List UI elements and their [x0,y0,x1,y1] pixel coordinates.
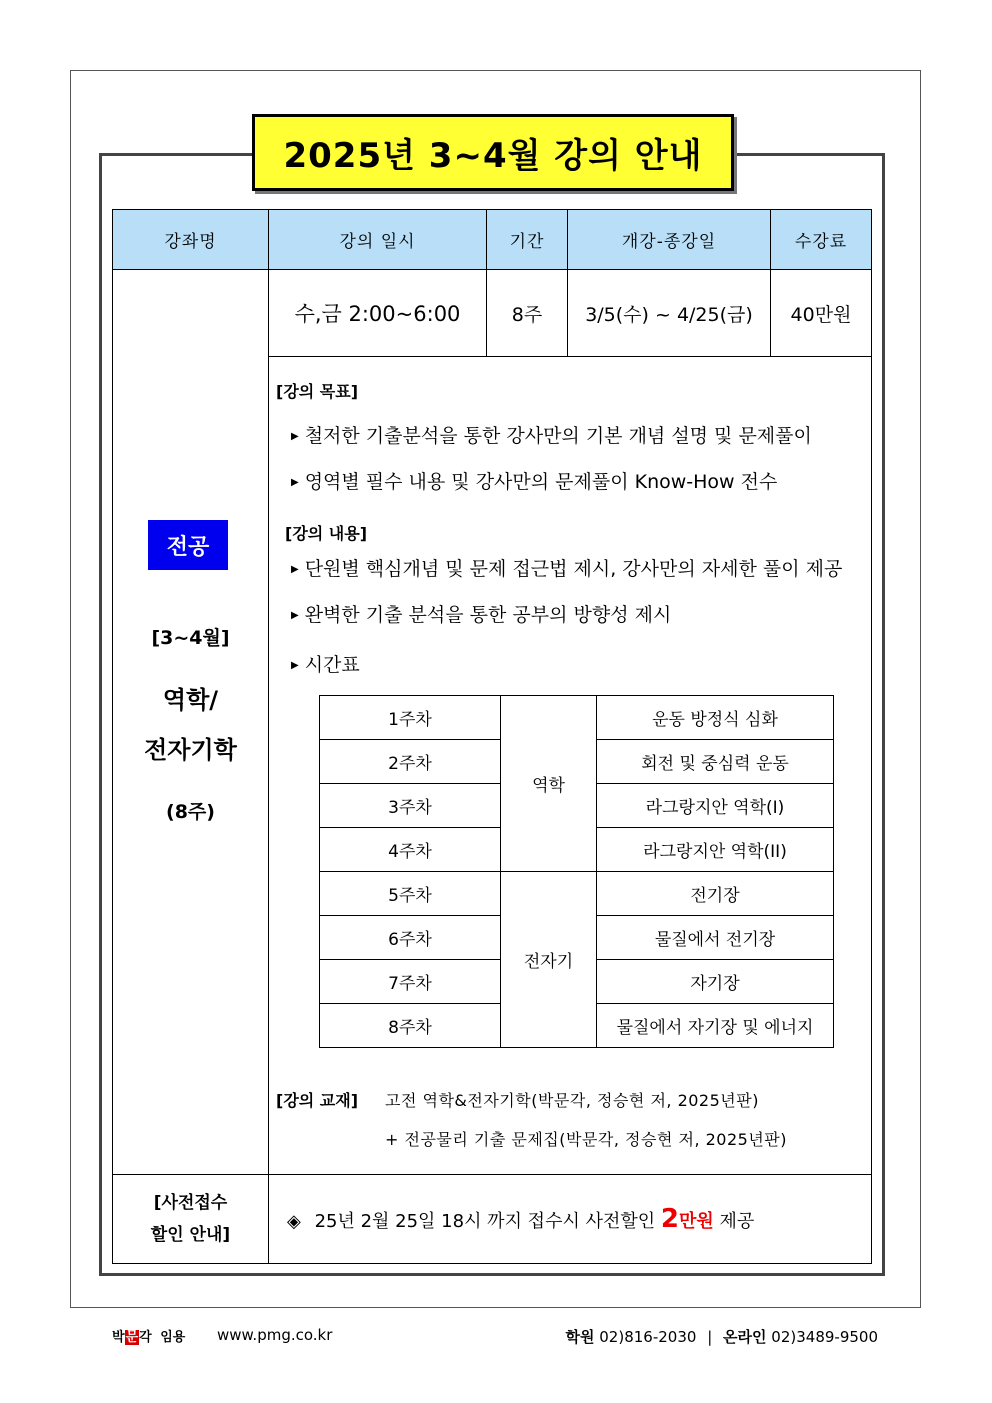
content-item: ▶ 완벽한 기출 분석을 통한 공부의 방향성 제시 [291,604,672,626]
content-item: ▶ 시간표 [291,654,360,676]
website-link[interactable]: www.pmg.co.kr [217,1326,333,1344]
textbook-line2: + 전공물리 기출 문제집(박문각, 정승현 저, 2025년판) [385,1130,788,1149]
diamond-icon: ◈ [287,1211,301,1232]
bullet-icon: ▶ [291,477,299,488]
prereg-label: [사전접수 할인 안내] [113,1175,269,1264]
fee-value: 40만원 [771,270,872,357]
academy-phone: 02)816-2030 [599,1328,697,1346]
header-dates: 개강-종강일 [568,210,771,270]
topic-cell: 회전 및 중심력 운동 [597,740,834,784]
topic-cell: 물질에서 자기장 및 에너지 [597,1004,834,1048]
content-label: [강의 내용] [285,524,368,543]
week-cell: 3주차 [320,784,501,828]
week-cell: 1주차 [320,696,501,740]
week-cell: 4주차 [320,828,501,872]
table-row [320,872,834,916]
page-title: 2025년 3~4월 강의 안내 [252,114,734,191]
topic-cell: 자기장 [597,960,834,1004]
course-period: [3~4월] [151,627,230,649]
topic-cell: 운동 방정식 심화 [597,696,834,740]
group-cell-mechanics: 역학 [501,696,597,872]
table-row [320,696,834,740]
bullet-icon: ▶ [291,610,299,621]
textbook-label: [강의 교재] [276,1091,359,1110]
course-weeks: (8주) [166,801,215,823]
dates-value: 3/5(수) ~ 4/25(금) [568,270,771,357]
discount-unit: 만원 [678,1211,714,1232]
header-duration: 기간 [487,210,568,270]
course-table [112,209,872,1264]
goal-label: [강의 목표] [276,382,359,401]
topic-cell: 전기장 [597,872,834,916]
bullet-icon: ▶ [291,564,299,575]
prereg-row [113,1175,872,1264]
week-cell: 2주차 [320,740,501,784]
week-cell: 8주차 [320,1004,501,1048]
topic-cell: 라그랑지안 역학(I) [597,784,834,828]
goal-item: ▶ 철저한 기출분석을 통한 강사만의 기본 개념 설명 및 문제풀이 [291,425,812,447]
pmg-logo: 박문각 임용 [112,1330,186,1345]
topic-cell: 물질에서 전기장 [597,916,834,960]
schedule-value: 수,금 2:00~6:00 [269,270,487,357]
duration-value: 8주 [487,270,568,357]
footer [112,1326,878,1346]
header-course-name: 강좌명 [113,210,269,270]
discount-amount: 2 [660,1204,679,1234]
goal-item: ▶ 영역별 필수 내용 및 강사만의 문제풀이 Know-How 전수 [291,471,778,493]
week-cell: 5주차 [320,872,501,916]
bullet-icon: ▶ [291,431,299,442]
textbook-line1: 고전 역학&전자기학(박문각, 정승현 저, 2025년판) [385,1091,759,1110]
bullet-icon: ▶ [291,660,299,671]
header-row [113,210,872,270]
group-cell-em: 전자기 [501,872,597,1048]
content-item: ▶ 단원별 핵심개념 및 문제 접근법 제시, 강사만의 자세한 풀이 제공 [291,558,843,580]
header-fee: 수강료 [771,210,872,270]
timetable [319,695,834,1048]
major-badge: 전공 [148,520,228,570]
prereg-discount [269,1175,872,1264]
online-phone: 02)3489-9500 [771,1328,878,1346]
header-schedule: 강의 일시 [269,210,487,270]
course-name-cell [113,270,269,1175]
discount-text-end: 제공 [719,1211,755,1232]
course-name-line2: 전자기학 [144,736,237,764]
discount-text: 25년 2월 25일 18시 까지 접수시 사전할인 [314,1211,656,1232]
course-name-line1: 역학/ [162,686,219,714]
topic-cell: 라그랑지안 역학(II) [597,828,834,872]
week-cell: 6주차 [320,916,501,960]
course-details-cell [269,357,872,1175]
course-row [113,270,872,357]
contact-info: 학원 02)816-2030 | 온라인 02)3489-9500 [565,1328,878,1346]
week-cell: 7주차 [320,960,501,1004]
